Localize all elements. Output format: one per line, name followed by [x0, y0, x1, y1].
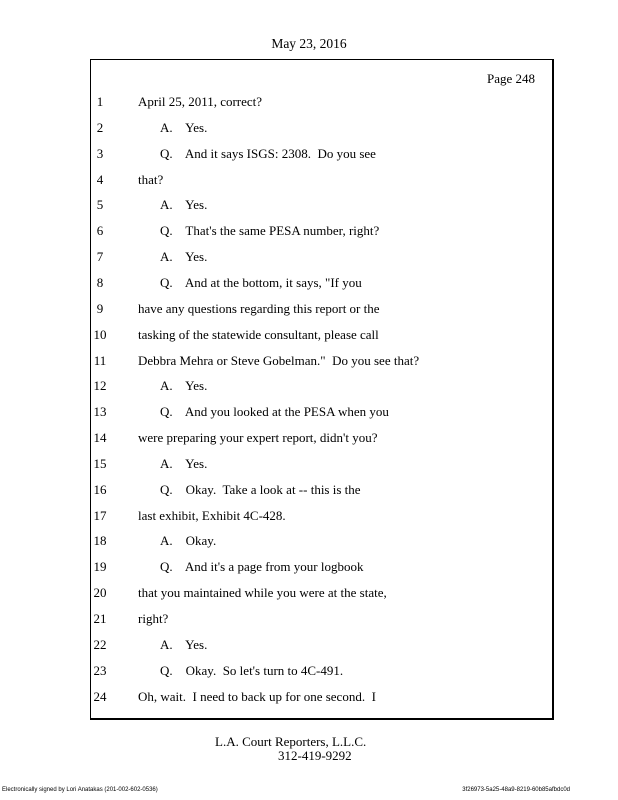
- line-number: 4: [96, 171, 104, 187]
- line-text: Q. And it's a page from your logbook: [160, 559, 364, 575]
- court-reporter-phone: 312-419-9292: [278, 748, 352, 763]
- line-text: Q. That's the same PESA number, right?: [160, 223, 380, 239]
- line-number: 18: [93, 533, 107, 549]
- line-number: 16: [93, 481, 107, 497]
- line-number: 10: [93, 326, 107, 342]
- line-number: 2: [96, 119, 104, 135]
- line-number: 21: [93, 611, 107, 626]
- line-number: 23: [93, 662, 107, 678]
- line-number: 6: [96, 223, 104, 239]
- court-reporter-company: L.A. Court Reporters, L.L.C.: [215, 734, 367, 749]
- line-number: 19: [93, 559, 107, 575]
- line-number: 13: [93, 404, 107, 420]
- line-text: Q. And at the bottom, it says, "If you: [160, 274, 362, 290]
- line-text: that you maintained while you were at the state,: [138, 585, 387, 601]
- line-text: were preparing your expert report, didn't you?: [138, 430, 378, 446]
- line-text: last exhibit, Exhibit 4C-428.: [138, 507, 286, 523]
- line-text: tasking of the statewide consultant, please call: [138, 326, 379, 342]
- line-text: Q. And you looked at the PESA when you: [160, 404, 389, 420]
- line-text: Debbra Mehra or Steve Gobelman." Do you see that?: [138, 352, 420, 368]
- line-number: 8: [96, 274, 104, 290]
- line-text: A. Yes.: [160, 119, 208, 135]
- line-text: A. Yes.: [160, 455, 208, 471]
- header-date: May 23, 2016: [271, 36, 347, 51]
- electronic-signature-note: Electronically signed by Lori Anatakas (201-002-602-0536): [2, 787, 158, 793]
- line-number: 1: [96, 94, 104, 109]
- line-number: 14: [93, 430, 107, 446]
- line-number: 12: [93, 378, 107, 394]
- line-number: 15: [93, 455, 107, 471]
- line-text: A. Okay.: [160, 533, 217, 549]
- line-number: 24: [93, 688, 107, 704]
- line-text: Q. Okay. Take a look at -- this is the: [160, 481, 361, 497]
- line-number: 20: [93, 585, 107, 601]
- line-text: have any questions regarding this report or the: [138, 300, 380, 316]
- line-text: A. Yes.: [160, 197, 208, 213]
- line-text: Oh, wait. I need to back up for one second. I: [138, 688, 376, 704]
- line-text: Q. And it says ISGS: 2308. Do you see: [160, 145, 376, 161]
- line-text: Q. Okay. So let's turn to 4C-491.: [160, 662, 344, 678]
- line-text: A. Yes.: [160, 249, 208, 265]
- page-number: Page 248: [487, 71, 536, 86]
- line-text: right?: [138, 611, 169, 626]
- line-number: 9: [96, 300, 104, 316]
- line-number: 5: [96, 197, 104, 213]
- document-id: 3f26973-5a25-48a9-8219-60b85afbdc0d: [462, 787, 570, 793]
- line-number: 17: [93, 507, 107, 523]
- line-text: that?: [138, 171, 164, 187]
- line-number: 3: [96, 145, 104, 161]
- line-number: 22: [93, 636, 107, 652]
- line-text: A. Yes.: [160, 378, 208, 394]
- line-number: 7: [96, 249, 104, 265]
- line-number: 11: [93, 352, 107, 368]
- line-text: April 25, 2011, correct?: [138, 94, 263, 109]
- line-text: A. Yes.: [160, 636, 208, 652]
